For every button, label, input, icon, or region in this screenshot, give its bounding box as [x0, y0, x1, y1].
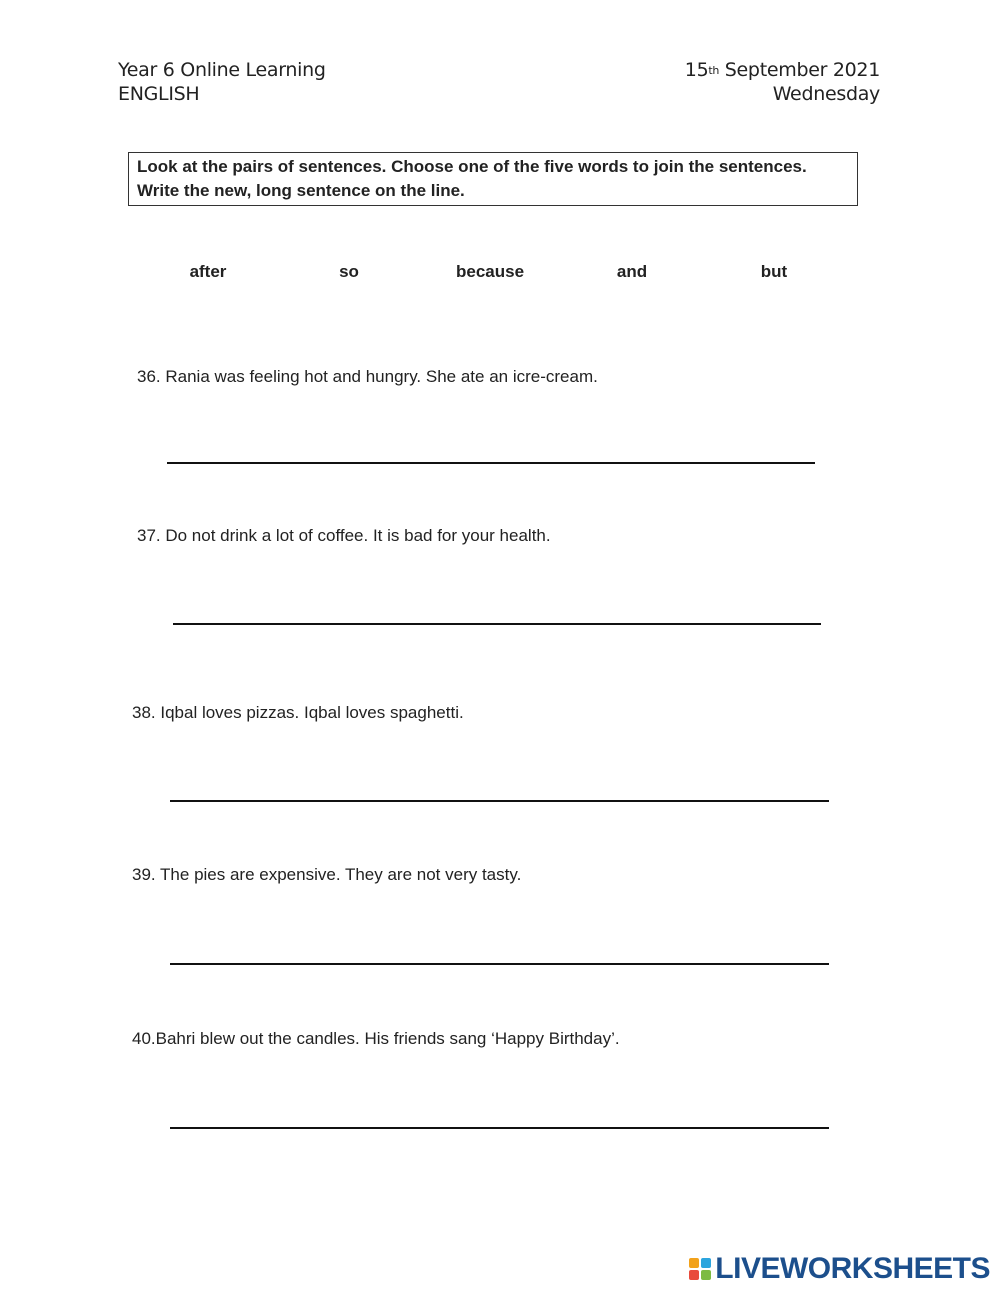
course-title: Year 6 Online Learning: [118, 59, 326, 81]
logo-block: [689, 1258, 699, 1268]
word-bank-item: after: [189, 262, 227, 281]
word-bank-item: but: [760, 262, 788, 281]
weekday-label: Wednesday: [772, 83, 880, 105]
question-38: 38. Iqbal loves pizzas. Iqbal loves spaghetti.: [132, 703, 464, 722]
logo-text: LIVEWORKSHEETS: [715, 1252, 990, 1285]
subject-label: ENGLISH: [118, 83, 200, 105]
question-40: 40.Bahri blew out the candles. His friends sang ‘Happy Birthday’.: [132, 1029, 620, 1048]
logo-block: [701, 1270, 711, 1280]
answer-line-39[interactable]: [170, 963, 829, 965]
date-label: 15th September 2021: [684, 59, 880, 81]
question-37: 37. Do not drink a lot of coffee. It is bad for your health.: [137, 526, 551, 545]
question-39: 39. The pies are expensive. They are not very tasty.: [132, 865, 522, 884]
word-bank-item: so: [339, 262, 359, 281]
header-left: [118, 58, 326, 106]
question-36: 36. Rania was feeling hot and hungry. She ate an icre-cream.: [137, 367, 598, 386]
liveworksheets-logo: [689, 1252, 990, 1286]
logo-blocks-icon: [689, 1258, 711, 1280]
word-bank: [0, 262, 1000, 286]
header-right: [685, 58, 880, 106]
logo-block: [701, 1258, 711, 1268]
answer-line-40[interactable]: [170, 1127, 829, 1129]
word-bank-item: and: [616, 262, 648, 281]
answer-line-38[interactable]: [170, 800, 829, 802]
answer-line-36[interactable]: [167, 462, 815, 464]
answer-line-37[interactable]: [173, 623, 821, 625]
logo-block: [689, 1270, 699, 1280]
word-bank-item: because: [455, 262, 525, 281]
instructions-box: Look at the pairs of sentences. Choose one of the five words to join the sentences. Write the new, long sentence on the line.: [128, 152, 858, 206]
